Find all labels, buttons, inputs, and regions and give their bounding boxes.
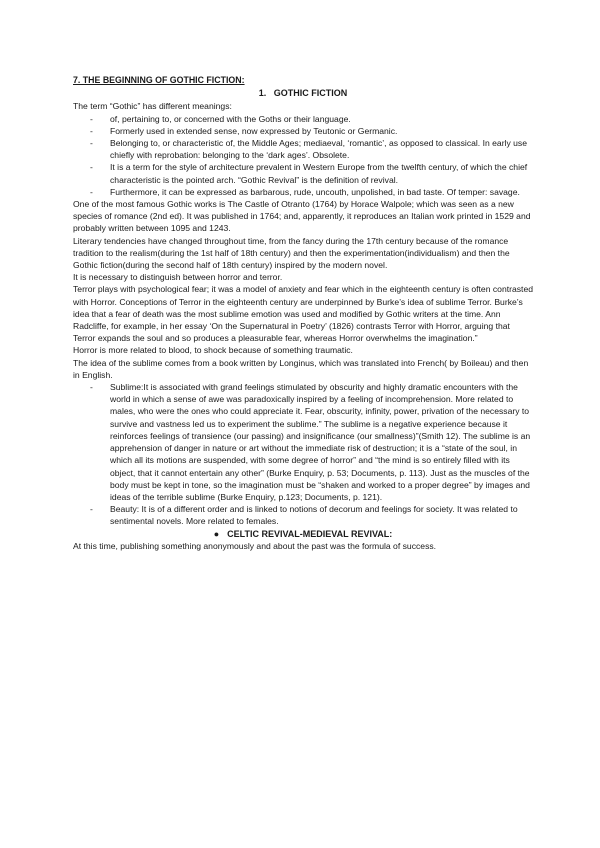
paragraph-horror-terror: It is necessary to distinguish between horror and terror. <box>73 272 283 283</box>
section-subheading: 1. GOTHIC FICTION <box>258 88 348 99</box>
paragraph-terror: Terror plays with psychological fear; it was a model of anxiety and fear which in the eighteenth century is often contrasted with Horror. Conceptions of Terror in the eighteenth century are underpinned by Burke’s idea of sublime Terror. Burke’s idea that a fear of death was the most sublime emotion was used and modified by Gothic writers at the time. Ann Radcliffe, for example, in her essay ‘On the Supernatural in Poetry’ (1826) contrasts Terror with Horror, arguing that Terror expands the soul and so produces a pleasurable fear, whereas Horror overwhelms the imagination.” <box>73 284 534 344</box>
list-item: - of, pertaining to, or concerned with the Goths or their language. <box>73 113 533 125</box>
bullet-icon: ● <box>213 528 220 539</box>
closing-paragraph: At this time, publishing something anonymously and about the past was the formula of success. <box>73 540 437 551</box>
document-page <box>73 74 533 552</box>
intro-text: The term “Gothic” has different meanings: <box>73 101 232 112</box>
celtic-revival-title: CELTIC REVIVAL-MEDIEVAL REVIVAL: <box>227 528 393 539</box>
list-item: - Formerly used in extended sense, now expressed by Teutonic or Germanic. <box>73 125 533 137</box>
list-item: - It is a term for the style of architecture prevalent in Western Europe from the twelfth century, of which the chief characteristic is the pointed arch. “Gothic Revival” is the definition of revival. <box>73 161 533 185</box>
list-item: - Beauty: It is of a different order and is linked to notions of decorum and feelings for society. It was related to sentimental novels. More related to females. <box>73 503 533 527</box>
paragraph-sublime-origin: The idea of the sublime comes from a book written by Longinus, which was translated into French( by Boileau) and then in English. <box>73 357 529 380</box>
list-item: - Furthermore, it can be expressed as barbarous, rude, uncouth, unpolished, in bad taste. Of temper: savage. <box>73 186 533 198</box>
celtic-revival-heading <box>73 528 533 540</box>
paragraph-otranto: One of the most famous Gothic works is The Castle of Otranto (1764) by Horace Walpole; which was seen as a new species of romance (2nd ed). It was published in 1764; and, apparently, it reproduces an Italian work printed in 1529 and probably written between 1095 and 1243. <box>73 199 531 234</box>
paragraph-horror: Horror is more related to blood, to shock because of something traumatic. <box>73 345 353 356</box>
concepts-list <box>73 381 533 527</box>
list-item: - Sublime:It is associated with grand feelings stimulated by obscurity and highly dramatic encounters with the world in which a sense of awe was paradoxically inspired by a feeling of incomprehension. More related to males, who were the ones who could appreciate it. Fear, obscurity, infinity, power, privation of the necessary to survive and vastness led us to experiment the sublime.” The sublime is a negative experience because it reinforces feelings of transience (our passing) and insignificance (our smallness)”(Smith 12). The sublime is an apprehension of danger in nature or art without the immediate risk of destruction; it is a “state of the soul, in which all its motions are suspended, with some degree of horror” and “the mind is so entirely filled with its object, that it cannot entertain any other” (Burke Enquiry, p. 53; Documents, p. 113). Just as the muscles of the body must be kept in tone, so the imagination must be “shaken and worked to a proper degree” by images and ideas of the terrible sublime (Burke Enquiry, p.123; Documents, p. 121). <box>73 381 533 503</box>
list-item: - Belonging to, or characteristic of, the Middle Ages; mediaeval, ‘romantic’, as opposed to classical. In early use chiefly with reprobation: belonging to the ‘dark ages’. Obsolete. <box>73 137 533 161</box>
paragraph-literary-tendencies: Literary tendencies have changed throughout time, from the fancy during the 17th century because of the romance tradition to the realism(during the 1st half of 18th century) and then the experimentation(individualism) and then the Gothic fiction(during the second half of 18th century) inspired by the modern novel. <box>73 235 510 271</box>
chapter-heading: 7. THE BEGINNING OF GOTHIC FICTION: <box>73 75 245 85</box>
meanings-list <box>73 113 533 198</box>
